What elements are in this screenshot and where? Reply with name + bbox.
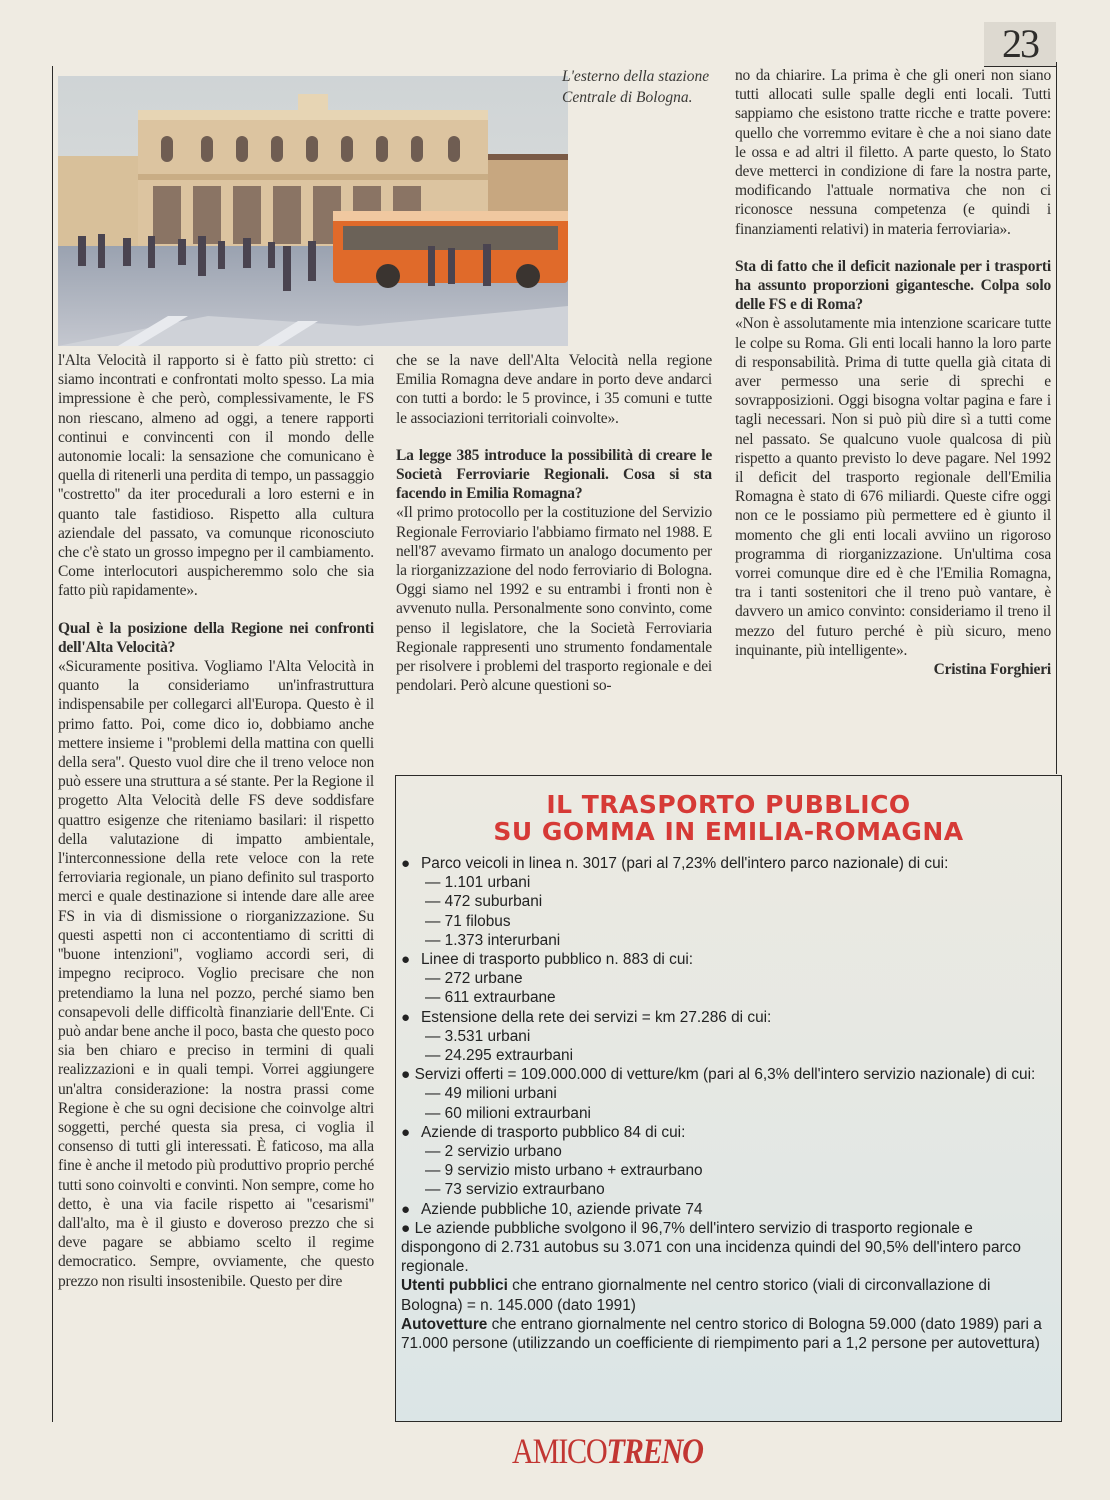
list-item: — 49 milioni urbani (425, 1085, 557, 1103)
list-item: — 24.295 extraurbani (425, 1047, 574, 1065)
list-item: — 9 servizio misto urbano + extraurbano (425, 1162, 703, 1180)
info-box-body (401, 854, 1056, 1353)
bullet-icon: ● (401, 1200, 411, 1218)
bullet-icon: ● (401, 951, 411, 969)
list-item: — 71 filobus (425, 912, 511, 930)
photo-caption: L'esterno della stazione Centrale di Bologna. (562, 68, 710, 106)
bullet-icon: ● (401, 1008, 411, 1026)
bullet-aziende: ● Aziende di trasporto pubblico 84 di cui: (401, 1123, 686, 1141)
bullet-estensione-rete: ● Estensione della rete dei servizi = km 27.286 di cui: (401, 1008, 772, 1026)
logo-part-amico: AMICO (512, 1431, 607, 1471)
column-rule-right (1056, 62, 1057, 774)
bullet-icon: ● (401, 1219, 411, 1237)
col2-paragraph-2: «Il primo protocollo per la costituzione del Servizio Regionale Ferroviario l'abbiamo firmato nel 1988. E nell'87 avevamo firmato un analogo documento per la riorganizzazione del nodo ferroviario di Bologna. Oggi siamo nel 1992 e su entrambi i fronti non è avvenuto nulla. Personalmente sono convinto, come penso il legislatore, che la Società Ferroviaria Regionale rappresenti uno strumento fondamentale per risolvere i problemi del trasporto regionale e dei pendolari. Però alcune questioni so- (396, 504, 712, 695)
col2-question: La legge 385 introduce la possibilità di creare le Società Ferroviarie Regionali. Cosa si sta facendo in Emilia Romagna? (396, 446, 712, 503)
bullet-icon: ● (401, 855, 411, 872)
bullet-icon: ● (401, 1123, 411, 1141)
col1-paragraph-2: «Sicuramente positiva. Vogliamo l'Alta Velocità in quanto la consideriamo un'infrastruttura indispensabile per collegarci all'Europa. Questo è il primo fatto. Poi, come dico io, dobbiamo anche mettere insieme i ''problemi della mattina con quelli della sera''. Questo vuol dire che il treno veloce non può essere una struttura a sé stante. Per la Regione il progetto Alta Velocità delle FS deve soddisfare quattro esigenze che riteniamo basilari: il rispetto della valutazione di impatto ambientale, l'interconnessione della rete veloce con la rete ferroviaria regionale, un piano definito sul trasporto merci e quale destinazione si intende dare alle aree FS in via di dismissione o riorganizzazione. Su questi aspetti non ci accontentiamo di scritti di ''buone intenzioni'', vogliamo accordi seri, di impegno reciproco. Voglio precisare che non pretendiamo la luna nel pozzo, perché siamo ben consapevoli delle difficoltà finanziarie dell'Ente. Ci può andar bene anche il poco, basta che questo poco sia ben chiaro e preciso in termini di quali realizzazioni e in quali tempi. Vorrei aggiungere un'altra considerazione: la nostra prassi come Regione è che su ogni decisione che coinvolge altri soggetti, perché questa sia presa, ci voglia il consenso di tutti gli interessati. È faticoso, ma alla fine è anche il metodo più produttivo proprio perché tutti sono coinvolti e convinti. Non sempre, come ho detto, è una via facile rispetto ai ''cesarismi'' dall'alto, ma è il giusto e doveroso prezzo che si deve pagare se abbiamo scelto il regime democratico. Sempre, ovviamente, che questo prezzo non risulti insostenibile. Questo per dire (58, 658, 374, 1290)
col3-question: Sta di fatto che il deficit nazionale per i trasporti ha assunto proporzioni gigantesche. Colpa solo delle FS e di Roma? (735, 257, 1051, 314)
col1-paragraph-1: l'Alta Velocità il rapporto si è fatto più stretto: ci siamo incontrati e confrontati molto spesso. La mia impressione è che però, complessivamente, le FS non riescano, almeno ad oggi, a tenere rapporti continui e convincenti con il mondo delle autonomie locali: la sensazione che comunicano è quella di ritenerli una perdita di tempo, un passaggio ''costretto'' da iter procedurali a loro esterni e in quanto tale fastidioso. Rispetto alla cultura aziendale del passato, va comunque riconosciuto che c'è stato un grosso impegno per il cambiamento. Come interlocutori auspicheremmo solo che sia fatto più rapidamente». (58, 352, 374, 600)
list-item: — 611 extraurbane (425, 989, 556, 1007)
autovetture: Autovetture che entrano giornalmente nel centro storico di Bologna 59.000 (dato 1989) pari a 71.000 persone (utilizzando un coefficiente di riempimento pari a 1,2 persone per autovettura) (401, 1315, 1042, 1353)
list-item: — 1.373 interurbani (425, 931, 561, 949)
bullet-parco-veicoli: ● Parco veicoli in linea n. 3017 (pari al 7,23% dell'intero parco nazionale) di cui: (401, 855, 949, 872)
list-item: — 3.531 urbani (425, 1027, 531, 1045)
list-item: — 2 servizio urbano (425, 1143, 562, 1161)
info-box-title-line-2: SU GOMMA IN EMILIA-ROMAGNA (493, 817, 964, 846)
magazine-logo (512, 1430, 703, 1472)
list-item: — 472 suburbani (425, 893, 543, 911)
info-box (395, 775, 1062, 1422)
page-number: 23 (984, 22, 1056, 66)
bullet-linee: ● Linee di trasporto pubblico n. 883 di cui: (401, 951, 694, 969)
article-column-1 (58, 351, 374, 1291)
article-column-2 (396, 351, 712, 695)
station-photo (58, 76, 568, 346)
column-rule-left (52, 66, 53, 1422)
logo-part-treno: TRENO (606, 1431, 703, 1471)
bullet-quota-pubblica: ● Le aziende pubbliche svolgono il 96,7% dell'intero servizio di trasporto regionale e dispongono di 2.731 autobus su 3.071 con una incidenza quindi del 90,5% dell'intero parco regionale. (401, 1219, 1021, 1276)
utenti-pubblici: Utenti pubblici che entrano giornalmente nel centro storico (viali di circonvallazione di Bologna) = n. 145.000 (dato 1991) (401, 1277, 991, 1314)
col2-paragraph-1: che se la nave dell'Alta Velocità nella regione Emilia Romagna deve andare in porto deve andarci con tutti a bordo: le 5 province, i 35 comuni e tutte le associazioni territoriali coinvolte». (396, 352, 712, 427)
col1-question: Qual è la posizione della Regione nei confronti dell'Alta Velocità? (58, 619, 374, 656)
bullet-servizi-offerti: ● Servizi offerti = 109.000.000 di vetture/km (pari al 6,3% dell'intero servizio nazionale) di cui: (401, 1066, 1036, 1084)
author-signature: Cristina Forghieri (933, 661, 1051, 679)
info-box-title (396, 791, 1061, 845)
bullet-icon: ● (401, 1066, 411, 1084)
list-item: — 1.101 urbani (425, 874, 531, 892)
list-item: — 272 urbane (425, 970, 523, 988)
list-item: — 73 servizio extraurbano (425, 1181, 605, 1199)
col3-paragraph-2: «Non è assolutamente mia intenzione scaricare tutte le colpe su Roma. Gli enti locali hanno la loro parte di responsabilità. Prima di tutte quella già citata di aver permesso una serie di sprechi e sovrapposizioni. Oggi bisogna voltar pagina e fare i tagli necessari. Non si può più dire sì a tutti come nel passato. Se qualcuno vuole qualcosa di più rispetto a quanto previsto lo deve pagare. Nel 1992 il deficit del trasporto regionale dell'Emilia Romagna è stato di 676 miliardi. Queste cifre oggi non ce le possiamo più permettere ed è giunto il momento che gli enti locali avviino un rigoroso programma di riorganizzazione. Un'ultima cosa vorrei comunque dire ed è che l'Emilia Romagna, tra i tanti sostenitori che il treno può vantare, è davvero un amico convinto: consideriamo il treno il mezzo del futuro perché è più sicuro, meno inquinante, più intelligente». (735, 315, 1051, 659)
article-column-3 (735, 66, 1051, 679)
info-box-title-line-1: IL TRASPORTO PUBBLICO (546, 790, 911, 819)
list-item: — 60 milioni extraurbani (425, 1104, 591, 1122)
bullet-aziende-pubbliche-private: ● Aziende pubbliche 10, aziende private 74 (401, 1200, 703, 1218)
col3-paragraph-1: no da chiarire. La prima è che gli oneri non siano tutti allocati sulle spalle degli enti locali. Tutti sappiamo che esistono tratte ricche e tratte povere: quello che vorremmo evitare è che a noi siano date le ossa e ad altri il filetto. A parte questo, lo Stato deve metterci in condizione di fare la nostra parte, modificando l'attuale normativa che non ci riconosce nessuna competenza (e quindi i finanziamenti relativi) in materia ferroviaria». (735, 67, 1051, 238)
